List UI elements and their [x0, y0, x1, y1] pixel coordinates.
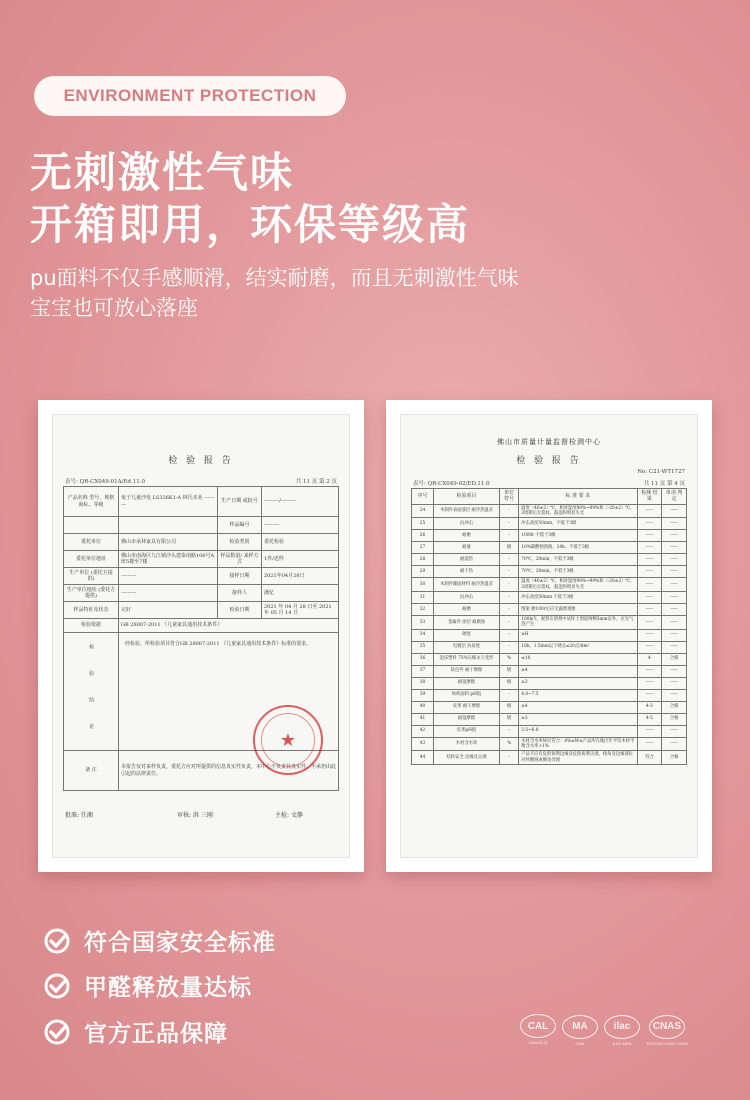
feature-label: 甲醛释放量达标	[84, 975, 252, 1001]
environment-protection-badge: ENVIRONMENT PROTECTION	[34, 76, 346, 116]
table-cell: -	[500, 566, 519, 578]
table-cell: 24	[412, 504, 434, 518]
table-cell: -----	[637, 665, 662, 677]
table-cell: 4	[637, 653, 662, 665]
table-cell: -----	[637, 504, 662, 518]
table-cell: 符合	[637, 751, 662, 765]
table-cell: 18h，1.5mm以下锈点≤20点/dm²	[519, 641, 637, 653]
table-cell: -----	[637, 737, 662, 751]
table-cell: 皮革 耐干摩擦	[434, 701, 500, 713]
table-cell: 检验日期	[218, 602, 262, 619]
table-cell: 39	[412, 689, 434, 701]
table-cell: ---------	[262, 517, 339, 534]
left-table-row	[64, 585, 339, 602]
table-cell: -----	[637, 578, 662, 592]
right-table-row	[412, 578, 687, 592]
left-table-row	[64, 619, 339, 633]
left-report-title: 检 验 报 告	[168, 456, 234, 466]
table-cell: ≥4	[519, 665, 637, 677]
table-cell: 43	[412, 737, 434, 751]
table-cell: 级	[500, 713, 519, 725]
table-cell: 耐磨	[434, 530, 500, 542]
table-header-cell: 单项 判定	[662, 489, 687, 505]
right-table-row	[412, 629, 687, 641]
table-cell: 38	[412, 677, 434, 689]
table-cell: 皮革pH值	[434, 725, 500, 737]
inspector-signature: 主检: 文静	[275, 812, 303, 819]
table-cell: ---------	[119, 585, 218, 602]
table-cell: -	[500, 603, 519, 615]
feature-formaldehyde	[44, 969, 252, 1002]
table-cell: 2021 年 04 月 28 日至 2021 年 05 月 14 日	[262, 602, 339, 619]
table-cell: 图案 磨100r后应无露底现象	[519, 603, 637, 615]
right-table-row	[412, 653, 687, 665]
right-table-row	[412, 603, 687, 615]
table-cell: 34	[412, 629, 434, 641]
table-header-cell: 序号	[412, 489, 434, 505]
table-cell: ≤10	[519, 653, 637, 665]
table-cell: -----	[662, 615, 687, 629]
feature-label: 符合国家安全标准	[84, 930, 276, 956]
table-cell: 温度（40±2）℃，相对湿度98%~99%和（-20±2）℃，3周期后无裂纹、鼓泡和明显失光	[519, 504, 637, 518]
right-table-row	[412, 689, 687, 701]
table-cell: 级	[500, 665, 519, 677]
table-header-cell: 检验项目	[434, 489, 500, 505]
table-cell: 41	[412, 713, 434, 725]
table-cell: 样品数量/ 来样方式	[218, 551, 262, 568]
table-cell: -----	[637, 629, 662, 641]
right-table-row	[412, 542, 687, 554]
table-cell: 木制件覆面材料 耐冷热温差	[434, 578, 500, 592]
table-header-cell: 检测 结果	[637, 489, 662, 505]
table-cell: 委托单位地址	[64, 551, 119, 568]
table-cell: 产品名称 型号、规格 商标、等级	[64, 487, 119, 517]
table-cell: 冲击高度50mm 不低于3级	[519, 591, 637, 603]
left-table-row	[64, 517, 339, 534]
table-header-cell: 标 准 要 求	[519, 489, 637, 505]
right-report-table	[411, 488, 687, 765]
table-cell: 样品特征及状态	[64, 602, 119, 619]
table-cell: -	[500, 578, 519, 592]
table-cell: -----	[662, 665, 687, 677]
table-cell: -----	[637, 554, 662, 566]
left-report-meta	[65, 477, 337, 485]
table-cell: -	[500, 629, 519, 641]
table-cell: 级	[500, 542, 519, 554]
table-cell: 级	[500, 677, 519, 689]
right-table-row	[412, 751, 687, 765]
table-cell: 100h内，观察在溶剂中试样上划道两侧3mm以外，应无气泡产生	[519, 615, 637, 629]
table-cell: -----	[662, 641, 687, 653]
right-table-row	[412, 518, 687, 530]
right-table-row	[412, 615, 687, 629]
table-cell: 软包件 耐干摩擦	[434, 665, 500, 677]
table-cell: -----	[637, 603, 662, 615]
table-cell: -----	[662, 530, 687, 542]
right-form-no: 表号: QR-CX049-02/ED.11.0	[413, 481, 490, 487]
table-cell: -----	[637, 566, 662, 578]
table-cell: 42	[412, 725, 434, 737]
table-cell: 完好	[119, 602, 218, 619]
table-cell: -----	[637, 542, 662, 554]
table-cell: 2021年04月28日	[262, 568, 339, 585]
table-cell: 温度（40±2）℃，相对湿度98%~99%和（-20±2）℃，3周期后无裂纹、鼓泡和明显失光	[519, 578, 637, 592]
table-cell: 兔子儿童沙发 LS336K1-A 林氏木业 ---------	[119, 487, 218, 517]
check-circle-icon	[44, 1019, 70, 1045]
table-cell: 产品不应有危险锐利边缘及危险锐利尖端，棱角及边缘部位应经倒圆或倒角处理	[519, 751, 637, 765]
table-cell: -----	[662, 504, 687, 518]
right-report-meta	[413, 479, 685, 487]
table-cell: 接样日期	[218, 568, 262, 585]
table-cell: ≥3	[519, 677, 637, 689]
table-cell: 抗冲击	[434, 518, 500, 530]
feature-official-genuine	[44, 1015, 228, 1048]
table-cell: 木材含水率W应符合：8%≤W≤产品所在地区年平均木材平衡含水率+1%	[519, 737, 637, 751]
table-cell: 硬度	[434, 629, 500, 641]
subtext-line-1: pu面料不仅手感顺滑，结实耐磨，而且无刺激性气味	[30, 266, 519, 290]
table-cell: -----	[637, 518, 662, 530]
table-cell: 耐湿摩擦	[434, 713, 500, 725]
table-cell: 木制件表面漆层 耐冷热温差	[434, 504, 500, 518]
table-cell: -	[500, 504, 519, 518]
left-table-row	[64, 487, 339, 517]
check-circle-icon	[44, 928, 70, 954]
right-table-row	[412, 677, 687, 689]
right-table-row	[412, 665, 687, 677]
table-cell: 35	[412, 641, 434, 653]
ilac-logo: ilac ILAC-MRA	[604, 1015, 640, 1046]
table-cell: 检验依据	[64, 619, 119, 633]
table-cell: 10%碳酸钠溶液，24h，不低于3级	[519, 542, 637, 554]
table-cell: ≥3	[519, 713, 637, 725]
reviewer-signature: 审核: 洪 三刚	[177, 812, 213, 819]
table-cell: 佛山市承林家具有限公司	[119, 534, 218, 551]
left-table-row	[64, 568, 339, 585]
table-cell: 合格	[662, 713, 687, 725]
table-cell: 36	[412, 653, 434, 665]
table-cell: 耐磨	[434, 603, 500, 615]
table-cell: 金属件 涂层 耐腐蚀	[434, 615, 500, 629]
right-page: 共 11 页 第 4 页	[643, 481, 685, 487]
right-table-row	[412, 701, 687, 713]
right-table-row	[412, 504, 687, 518]
table-cell: -----	[662, 677, 687, 689]
cnas-logo: CNAS TESTING CNAS L0000	[646, 1015, 688, 1046]
table-cell: ---------/---------	[262, 487, 339, 517]
certification-logos	[520, 1014, 688, 1046]
table-cell: -----	[662, 578, 687, 592]
table-cell: -----	[662, 566, 687, 578]
left-table-row	[64, 534, 339, 551]
table-cell: 3.5~6.0	[519, 725, 637, 737]
table-cell: 检验类别	[218, 534, 262, 551]
right-table-row	[412, 530, 687, 542]
table-cell: 44	[412, 751, 434, 765]
table-cell: -----	[662, 603, 687, 615]
right-report-number: No: C21-WT1727	[637, 469, 685, 475]
right-table-row	[412, 566, 687, 578]
table-cell: 70℃，20min，不低于3级	[519, 566, 637, 578]
remark-text: 本报告仅对来样负责，委托方应对所提供的信息真实性负责，本中心不负责其真实性，不承担由此引起的法律责任。	[119, 751, 339, 791]
table-cell: 木材含水率	[434, 737, 500, 751]
table-cell: 级	[500, 701, 519, 713]
table-cell: 1000r 不低于3级	[519, 530, 637, 542]
left-table-row	[64, 551, 339, 568]
table-cell: 30	[412, 578, 434, 592]
table-cell: 委托检验	[262, 534, 339, 551]
table-cell: -	[500, 518, 519, 530]
table-cell: 委托单位	[64, 534, 119, 551]
table-cell: %	[500, 653, 519, 665]
table-cell: 耐干热	[434, 566, 500, 578]
table-cell: -----	[637, 725, 662, 737]
table-cell: 25	[412, 518, 434, 530]
table-cell: 合格	[662, 653, 687, 665]
table-cell: -----	[637, 677, 662, 689]
left-report-frame	[38, 400, 364, 872]
right-table-row	[412, 725, 687, 737]
left-table-row	[64, 602, 339, 619]
table-cell: -	[500, 725, 519, 737]
feature-national-standard	[44, 924, 276, 957]
table-cell: 样品编号	[218, 517, 262, 534]
table-cell: 合格	[662, 751, 687, 765]
table-cell: 37	[412, 665, 434, 677]
conclusion-text: 经检验，所检验项目符合GB 28007-2011 《儿童家具通用技术条件》标准的要求。	[119, 633, 339, 751]
table-cell: -----	[637, 591, 662, 603]
table-cell: 4.0~7.5	[519, 689, 637, 701]
subtext-line-2: 宝宝也可放心落座	[30, 296, 198, 320]
table-cell: 耐湿摩擦	[434, 677, 500, 689]
headline-line-2: 开箱即用，环保等级高	[30, 200, 471, 249]
cma-logo: MA CMA	[562, 1015, 598, 1046]
right-report-frame	[386, 400, 712, 872]
conclusion-label: 检 验 结 论	[64, 633, 119, 751]
table-cell: -	[500, 641, 519, 653]
table-cell: 电镀层 抗盐度	[434, 641, 500, 653]
red-seal-stamp: ★	[253, 705, 323, 775]
right-report-paper	[400, 414, 698, 858]
table-cell: %	[500, 737, 519, 751]
table-cell: -----	[662, 629, 687, 641]
table-cell: ≥H	[519, 629, 637, 641]
table-cell: 泡沫塑料 75%压缩永久变形	[434, 653, 500, 665]
right-table-row	[412, 591, 687, 603]
table-cell: -	[500, 530, 519, 542]
table-cell: -	[500, 751, 519, 765]
table-cell: -	[500, 615, 519, 629]
table-cell: 1件/送样	[262, 551, 339, 568]
table-cell: -	[500, 689, 519, 701]
right-report-title: 检 验 报 告	[516, 456, 582, 466]
right-report-org: 佛山市质量计量监督检测中心	[497, 438, 601, 446]
table-cell: -----	[662, 737, 687, 751]
table-cell	[119, 517, 218, 534]
table-cell: 28	[412, 554, 434, 566]
table-cell: 抗冲击	[434, 591, 500, 603]
feature-label: 官方正品保障	[84, 1021, 228, 1047]
table-cell: 26	[412, 530, 434, 542]
left-page: 共 11 页 第 2 页	[295, 479, 337, 485]
table-cell: GB 28007-2011 《儿童家具通用技术条件》	[119, 619, 339, 633]
right-table-row	[412, 554, 687, 566]
remark-label: 备 注	[64, 751, 119, 791]
table-cell	[64, 517, 119, 534]
table-cell: ---------	[119, 568, 218, 585]
table-cell: -----	[662, 591, 687, 603]
table-cell: 32	[412, 603, 434, 615]
cal-logo: CAL CNAS认证	[520, 1014, 556, 1046]
table-cell: 生产日期 或批号	[218, 487, 262, 517]
table-cell: -----	[637, 641, 662, 653]
table-cell: 纺织面料 pH值	[434, 689, 500, 701]
table-cell: 潘忆	[262, 585, 339, 602]
table-cell: 40	[412, 701, 434, 713]
table-cell: 27	[412, 542, 434, 554]
right-table-row	[412, 737, 687, 751]
approver-signature: 批准: 任湘	[65, 812, 93, 819]
table-cell: -----	[662, 554, 687, 566]
table-cell: 耐湿热	[434, 554, 500, 566]
table-cell: 31	[412, 591, 434, 603]
table-cell: 4-5	[637, 701, 662, 713]
table-cell: -----	[662, 725, 687, 737]
table-cell: 结构安全 边缘及尖端	[434, 751, 500, 765]
table-cell: -----	[637, 530, 662, 542]
table-cell: 70℃，20min，不低于3级	[519, 554, 637, 566]
table-cell: -----	[637, 615, 662, 629]
table-cell: 4-5	[637, 713, 662, 725]
table-cell: -----	[662, 689, 687, 701]
table-cell: 合格	[662, 701, 687, 713]
right-report-no	[413, 469, 685, 475]
left-form-no: 表号: QR-CX049-01A/Ed.11.0	[65, 479, 145, 485]
table-cell: 接样人	[218, 585, 262, 602]
table-cell: 生产单位 (委托方提供)	[64, 568, 119, 585]
table-cell: 冲击高度50mm，不低于3级	[519, 518, 637, 530]
table-cell: -----	[662, 518, 687, 530]
table-cell: 耐液	[434, 542, 500, 554]
table-cell: ≥4	[519, 701, 637, 713]
table-cell: 生产单位地址 (委托方提供)	[64, 585, 119, 602]
table-cell: -----	[662, 542, 687, 554]
table-cell: -	[500, 554, 519, 566]
table-cell: 佛山市南海区九江镇沙头建泰南路106号A座5楼至7楼	[119, 551, 218, 568]
check-circle-icon	[44, 973, 70, 999]
table-cell: 33	[412, 615, 434, 629]
right-table-row	[412, 641, 687, 653]
left-report-paper	[52, 414, 350, 858]
headline-line-1: 无刺激性气味	[30, 148, 295, 197]
table-cell: 29	[412, 566, 434, 578]
table-header-cell: 单位 符号	[500, 489, 519, 505]
right-table-row	[412, 713, 687, 725]
table-cell: -	[500, 591, 519, 603]
table-cell: -----	[637, 689, 662, 701]
